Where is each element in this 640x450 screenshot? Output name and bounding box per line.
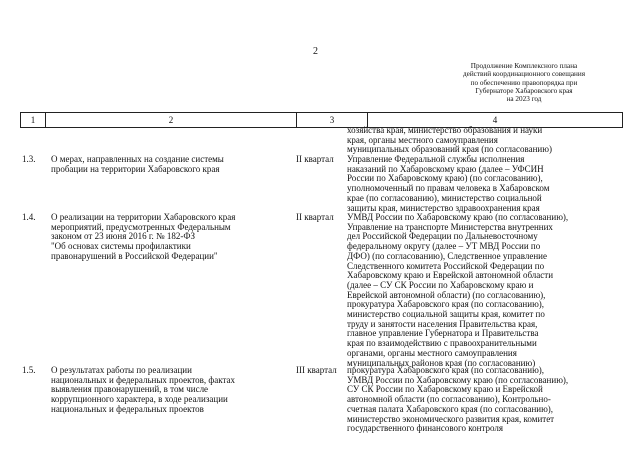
continuation-note-line: действий координационного совещания: [462, 70, 586, 79]
continuation-note-line: Продолжение Комплексного плана: [470, 62, 578, 70]
row-topic: [51, 213, 301, 262]
responsible-line: наказаний по Хабаровскому краю (далее – УФСИН: [347, 163, 544, 174]
topic-line: коррупционного характера, в ходе реализации: [51, 394, 228, 405]
responsible-line: государственного финансового контроля: [347, 423, 504, 434]
topic-line: законом от 23 июня 2016 г. № 182-ФЗ: [51, 231, 195, 242]
responsible-line: прокуратура Хабаровского края (по согласованию),: [347, 365, 545, 375]
row-period: II квартал: [296, 154, 334, 164]
responsible-line: крае (по согласованию), министерство социальной: [347, 192, 542, 203]
row-number: 1.4.: [22, 212, 36, 222]
header-col-1: 1: [21, 113, 46, 127]
responsible-line: органами, органы местного самоуправления: [347, 347, 517, 358]
table-row: [22, 155, 622, 215]
row-period: II квартал: [296, 212, 334, 222]
responsible-line: Управление на транспорте Министерства внутренних: [347, 221, 553, 232]
table-row: [22, 213, 622, 368]
responsible-line: труду и занятости населения Правительства края,: [347, 318, 538, 329]
responsible-line: УМВД России по Хабаровскому краю (по согласованию),: [347, 374, 569, 385]
responsible-line: министерство социальной защиты края, комитет по: [347, 309, 545, 320]
row-topic: [51, 366, 301, 415]
continued-line: муниципальных образований края (по согласованию): [347, 144, 552, 155]
topic-line: национальных и федеральных проектов, фактах: [51, 374, 236, 385]
topic-line: мероприятий, предусмотренных Федеральным: [51, 221, 231, 232]
topic-line: пробации на территории Хабаровского края: [51, 163, 220, 174]
continuation-note-line: Губернаторе Хабаровского края: [475, 86, 573, 95]
table-row: [22, 366, 622, 436]
responsible-line: счетная палата Хабаровского края (по согласованию),: [347, 403, 554, 414]
topic-line: О результатах работы по реализации: [51, 365, 192, 375]
responsible-line: дел Российской Федерации по Дальневосточному: [347, 231, 538, 242]
responsible-line: муниципальных районов края (по согласованию): [347, 357, 536, 368]
responsible-line: федеральному округу (далее – УТ МВД России по: [347, 241, 541, 252]
responsible-line: Хабаровскому краю и Еврейской автономной области: [347, 270, 554, 281]
topic-line: правонарушений в Российской Федерации": [51, 250, 218, 261]
continuation-note-line: по обеспечению правопорядка при: [470, 78, 578, 87]
continued-line: края, органы местного самоуправления: [347, 134, 498, 145]
responsible-line: автономной области (по согласованию), Контрольно-: [347, 394, 551, 405]
responsible-line: края по взаимодействию с правоохранительными: [347, 338, 537, 349]
topic-line: "Об основах системы профилактики: [51, 241, 191, 252]
continued-line: хозяйства края, министерство образования и науки: [347, 125, 543, 135]
row-number: 1.3.: [22, 154, 36, 164]
row-responsible: [347, 155, 640, 213]
topic-line: О мерах, направленных на создание системы: [51, 154, 224, 164]
responsible-line: Следственного комитета Российской Федерации по: [347, 260, 545, 271]
continuation-note-line: на 2023 год: [506, 95, 542, 104]
responsible-line: прокуратура Хабаровского края (по согласованию),: [347, 299, 545, 310]
responsible-line: УМВД России по Хабаровскому краю (по согласованию),: [347, 212, 569, 222]
continuation-note: [440, 62, 608, 103]
row-number: 1.5.: [22, 365, 36, 375]
responsible-line: главное управление Губернатора и Правительства: [347, 328, 539, 339]
responsible-line: (далее – СУ СК России по Хабаровскому краю и: [347, 279, 534, 290]
row-topic: [51, 155, 301, 174]
row-responsible: [347, 366, 640, 434]
row-period: III квартал: [296, 365, 337, 375]
topic-line: национальных и федеральных проектов: [51, 403, 204, 414]
responsible-line: министерство экономического развития края, комитет: [347, 413, 555, 424]
topic-line: О реализации на территории Хабаровского края: [51, 212, 236, 222]
row-responsible: [347, 213, 640, 368]
responsible-line: Управление Федеральной службы исполнения: [347, 154, 525, 164]
responsible-line: уполномоченный по правам человека в Хабаровском: [347, 183, 550, 194]
header-col-4: 4: [368, 113, 623, 127]
topic-line: выявления правонарушений, в том числе: [51, 384, 209, 395]
responsible-line: ДФО) (по согласованию), Следственное управление: [347, 250, 547, 261]
header-col-3: 3: [297, 113, 368, 127]
responsible-line: СУ СК России по Хабаровскому краю и Еврейской: [347, 384, 543, 395]
responsible-line: России по Хабаровскому краю) (по согласованию),: [347, 173, 543, 184]
responsible-line: защиты края, министерство здравоохранения края: [347, 202, 540, 213]
header-col-2: 2: [46, 113, 297, 127]
continued-responsible-text: [347, 126, 552, 155]
page-number: 2: [313, 46, 318, 57]
responsible-line: Еврейской автономной области) (по согласованию),: [347, 289, 546, 300]
